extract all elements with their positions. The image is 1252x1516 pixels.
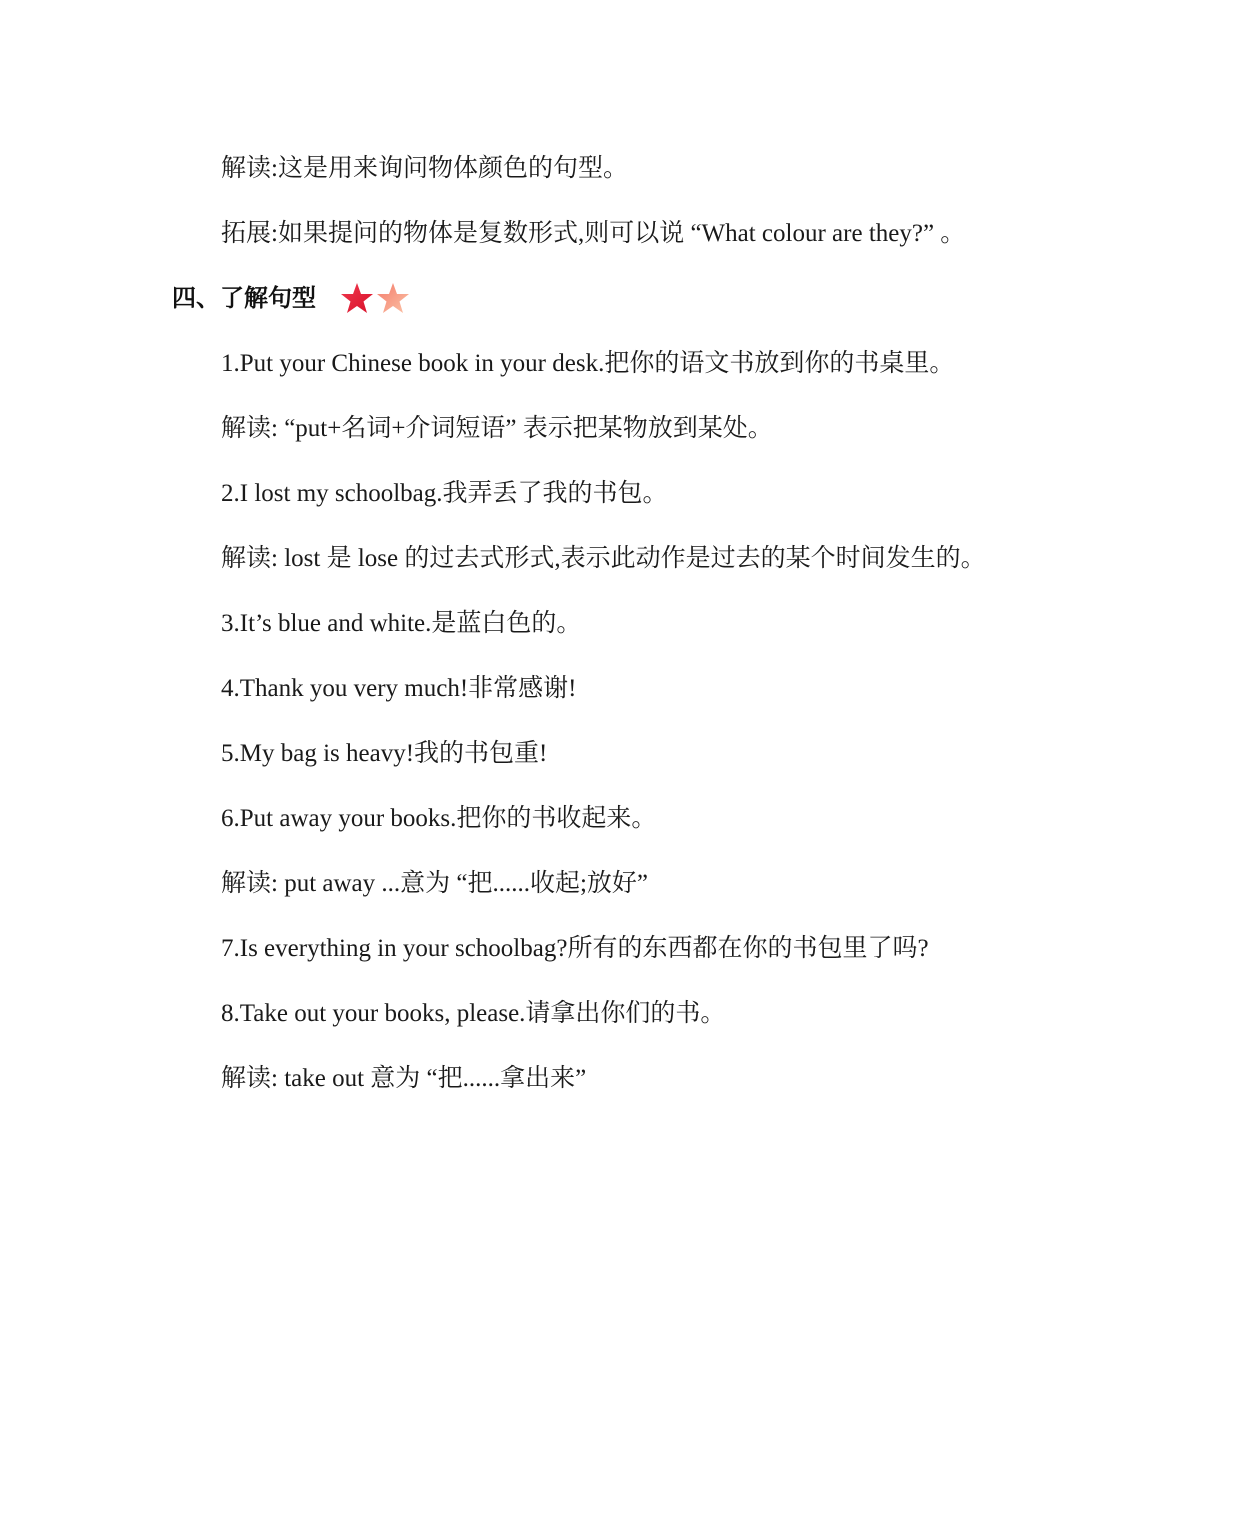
- sentence-2-explanation: 解读: lost 是 lose 的过去式形式,表示此动作是过去的某个时间发生的。: [221, 545, 986, 572]
- star-icon: [376, 282, 410, 314]
- sentence-5: 5.My bag is heavy!我的书包重!: [221, 740, 548, 767]
- sentence-6-explanation: 解读: put away ...意为 “把......收起;放好”: [221, 870, 649, 897]
- sentence-1: 1.Put your Chinese book in your desk.把你的语文书放到你的书桌里。: [221, 350, 955, 377]
- sentence-4: 4.Thank you very much!非常感谢!: [221, 675, 577, 702]
- sentence-3: 3.It’s blue and white.是蓝白色的。: [221, 610, 582, 637]
- paragraph-explanation: 解读:这是用来询问物体颜色的句型。: [221, 155, 628, 182]
- paragraph-extension: 拓展:如果提问的物体是复数形式,则可以说 “What colour are they?” 。: [221, 220, 966, 247]
- section-heading: [172, 282, 410, 314]
- sentence-1-explanation: 解读: “put+名词+介词短语” 表示把某物放到某处。: [221, 415, 773, 442]
- sentence-6: 6.Put away your books.把你的书收起来。: [221, 805, 657, 832]
- sentence-2: 2.I lost my schoolbag.我弄丢了我的书包。: [221, 480, 668, 507]
- sentence-8-explanation: 解读: take out 意为 “把......拿出来”: [221, 1065, 587, 1092]
- sentence-8: 8.Take out your books, please.请拿出你们的书。: [221, 1000, 726, 1027]
- sentence-7: 7.Is everything in your schoolbag?所有的东西都在你的书包里了吗?: [221, 935, 929, 962]
- star-icon: [340, 282, 374, 314]
- difficulty-rating: [340, 282, 410, 314]
- section-title: 四、了解句型: [172, 284, 316, 312]
